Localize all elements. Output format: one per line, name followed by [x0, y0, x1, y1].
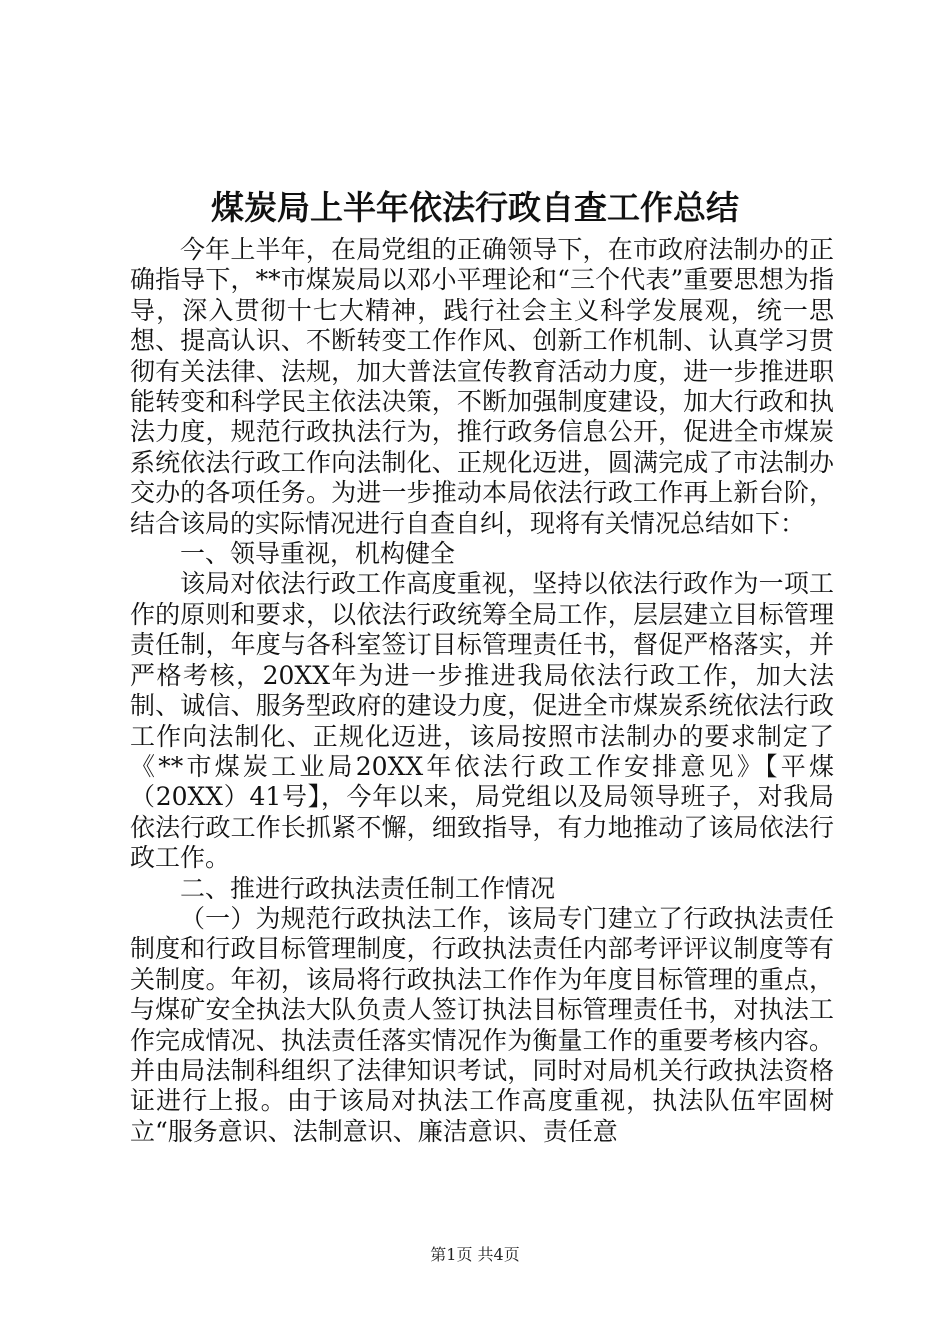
section-2-paragraph: （一）为规范行政执法工作，该局专门建立了行政执法责任制度和行政目标管理制度，行政执法责任内部考评评议制度等有关制度。年初，该局将行政执法工作作为年度目标管理的重点，与煤矿安全执法大队负责人签订执法目标管理责任书，对执法工作完成情况、执法责任落实情况作为衡量工作的重要考核内容。并由局法制科组织了法律知识考试，同时对局机关行政执法资格证进行上报。由于该局对执法工作高度重视，执法队伍牢固树立“服务意识、法制意识、廉洁意识、责任意 [130, 903, 834, 1146]
page-footer: 第1页 共4页 [430, 1245, 520, 1264]
section-heading-1: 一、领导重视，机构健全 [180, 539, 456, 569]
document-title: 煤炭局上半年依法行政自查工作总结 [211, 188, 739, 227]
intro-paragraph: 今年上半年，在局党组的正确领导下，在市政府法制办的正确指导下，**市煤炭局以邓小平理论和“三个代表”重要思想为指导，深入贯彻十七大精神，践行社会主义科学发展观，统一思想、提高认识、不断转变工作作风、创新工作机制、认真学习贯彻有关法律、法规，加大普法宣传教育活动力度，进一步推进职能转变和科学民主依法决策，不断加强制度建设，加大行政和执法力度，规范行政执法行为，推行政务信息公开，促进全市煤炭系统依法行政工作向法制化、正规化迈进，圆满完成了市法制办交办的各项任务。为进一步推动本局依法行政工作再上新台阶，结合该局的实际情况进行自查自纠，现将有关情况总结如下： [130, 235, 834, 538]
section-heading-2: 二、推进行政执法责任制工作情况 [180, 873, 556, 903]
document-body [130, 235, 834, 1147]
section-1-paragraph: 该局对依法行政工作高度重视，坚持以依法行政作为一项工作的原则和要求，以依法行政统筹全局工作，层层建立目标管理责任制，年度与各科室签订目标管理责任书，督促严格落实，并严格考核，20XX年为进一步推进我局依法行政工作，加大法制、诚信、服务型政府的建设力度，促进全市煤炭系统依法行政工作向法制化、正规化迈进，该局按照市法制办的要求制定了《**市煤炭工业局20XX年依法行政工作安排意见》【平煤（20XX）41号】，今年以来，局党组以及局领导班子，对我局依法行政工作长抓紧不懈，细致指导，有力地推动了该局依法行政工作。 [130, 569, 834, 873]
